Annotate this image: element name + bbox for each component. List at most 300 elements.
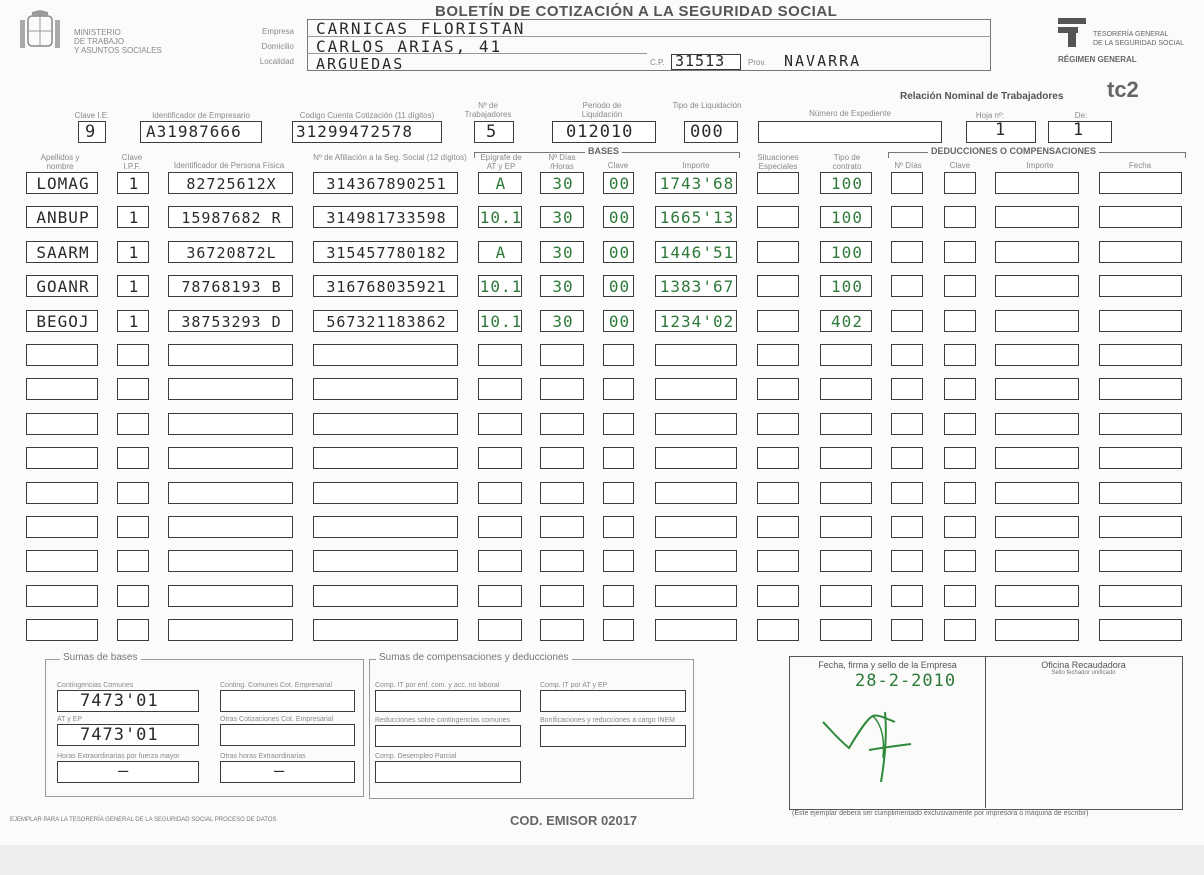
- cell-importe: [655, 241, 737, 263]
- cell-d-clave: [944, 241, 976, 263]
- cp-value: 31513: [675, 52, 726, 70]
- cell-afiliacion: [313, 447, 458, 469]
- cell-id: [168, 516, 293, 538]
- atep-label: AT y EP: [57, 716, 83, 723]
- form-code: tc2: [1107, 77, 1139, 102]
- cell-contrato-value: 402: [831, 312, 863, 331]
- cell-d-importe: [995, 413, 1079, 435]
- cell-epigrafe-value: 10.1: [479, 277, 523, 296]
- cell-importe: [655, 344, 737, 366]
- cell-ipf-value: 1: [128, 312, 140, 331]
- cell-id-value: 15987682 R: [181, 209, 282, 227]
- cell-id: [168, 550, 293, 572]
- cell-dias: [540, 619, 584, 641]
- cell-epigrafe-value: 10.1: [479, 208, 523, 227]
- cell-clave-value: 00: [608, 312, 631, 331]
- cell-contrato: [820, 550, 872, 572]
- it-cc-label: Comp. IT por enf. com. y acc. no laboral: [375, 682, 500, 689]
- id-empresario-value: A31987666: [146, 122, 242, 141]
- col-d-dias: Nº Días: [894, 161, 922, 170]
- cell-importe: [655, 172, 737, 194]
- desempleo-label: Comp. Desempleo Parcial: [375, 753, 457, 760]
- cell-nombre-value: LOMAG: [36, 174, 90, 193]
- cell-dias: [540, 206, 584, 228]
- cell-d-dias: [891, 206, 923, 228]
- cell-dias-value: 30: [552, 277, 574, 296]
- cell-importe: [655, 516, 737, 538]
- cell-d-clave: [944, 516, 976, 538]
- cell-dias: [540, 447, 584, 469]
- cell-ipf-value: 1: [128, 174, 140, 193]
- cell-afiliacion-value: 314981733598: [326, 209, 447, 227]
- expediente-field: [758, 121, 942, 143]
- cell-nombre: [26, 550, 98, 572]
- cell-importe: [655, 482, 737, 504]
- cell-clave: [603, 585, 634, 607]
- cell-d-clave: [944, 413, 976, 435]
- firma-label: Fecha, firma y sello de la Empresa: [818, 660, 957, 670]
- cell-d-importe: [995, 482, 1079, 504]
- cell-ipf: [117, 344, 149, 366]
- cell-clave: [603, 241, 634, 263]
- col-clave: Clave: [607, 161, 629, 170]
- cell-dias: [540, 585, 584, 607]
- cell-d-fecha: [1099, 206, 1182, 228]
- cell-contrato-value: 100: [831, 243, 863, 262]
- cell-ipf: [117, 172, 149, 194]
- cell-clave: [603, 206, 634, 228]
- cell-afiliacion: [313, 241, 458, 263]
- cell-d-fecha: [1099, 275, 1182, 297]
- cell-afiliacion: [313, 310, 458, 332]
- cell-situaciones: [757, 585, 799, 607]
- cell-d-importe: [995, 310, 1079, 332]
- cell-d-importe: [995, 585, 1079, 607]
- cell-dias: [540, 344, 584, 366]
- domicilio-value: CARLOS ARIAS, 41: [316, 37, 503, 56]
- cell-id: [168, 413, 293, 435]
- cell-id: [168, 241, 293, 263]
- cell-d-fecha: [1099, 585, 1182, 607]
- cell-afiliacion: [313, 585, 458, 607]
- oficina-label: Oficina Recaudadora: [1041, 660, 1126, 670]
- cell-contrato: [820, 585, 872, 607]
- cell-nombre: [26, 344, 98, 366]
- cell-d-importe: [995, 172, 1079, 194]
- cell-epigrafe: [478, 413, 522, 435]
- ccce-label: Conting. Comunes Cot. Empresarial: [220, 682, 333, 689]
- cell-dias: [540, 516, 584, 538]
- cell-contrato: [820, 241, 872, 263]
- cell-d-clave: [944, 482, 976, 504]
- cell-d-clave: [944, 310, 976, 332]
- id-empresario-label: Identificador de Empresario: [152, 111, 250, 120]
- cell-d-clave: [944, 585, 976, 607]
- bon-label: Bonificaciones y reducciones a cargo INEM: [540, 717, 676, 724]
- cell-situaciones: [757, 516, 799, 538]
- deducciones-header: DEDUCCIONES O COMPENSACIONES: [928, 146, 1099, 156]
- cell-d-importe: [995, 447, 1079, 469]
- col-epigrafe: Epígrafe de AT y EP: [480, 153, 522, 171]
- cp-label: C.P.: [650, 58, 665, 67]
- cell-nombre: [26, 172, 98, 194]
- tgss-logo-icon: [1058, 18, 1088, 48]
- cell-situaciones: [757, 378, 799, 400]
- ministry-name: [74, 28, 162, 55]
- scan-shadow: [0, 845, 1204, 875]
- cell-ipf: [117, 516, 149, 538]
- cell-epigrafe-value: A: [495, 174, 507, 193]
- cell-ipf: [117, 206, 149, 228]
- cell-clave: [603, 619, 634, 641]
- col-id-persona: Identificador de Persona Física: [173, 161, 285, 170]
- cell-d-dias: [891, 413, 923, 435]
- hoja-value: 1: [995, 120, 1007, 140]
- cell-ipf: [117, 378, 149, 400]
- cell-d-importe: [995, 378, 1079, 400]
- cell-contrato: [820, 172, 872, 194]
- col-tipo-contrato: Tipo de contrato: [832, 153, 862, 171]
- cell-nombre: [26, 413, 98, 435]
- cell-d-fecha: [1099, 310, 1182, 332]
- cell-situaciones: [757, 619, 799, 641]
- clave-ie-value: 9: [85, 122, 97, 142]
- cell-epigrafe-value: 10.1: [479, 312, 523, 331]
- cell-ipf: [117, 413, 149, 435]
- cell-contrato: [820, 378, 872, 400]
- cell-importe-value: 1234'02: [659, 312, 735, 331]
- periodo-value: 012010: [566, 122, 634, 142]
- coat-of-arms-icon: [18, 10, 62, 56]
- cell-d-clave: [944, 378, 976, 400]
- cell-importe: [655, 585, 737, 607]
- ministry-line-2: DE TRABAJO: [74, 37, 125, 46]
- cell-dias: [540, 310, 584, 332]
- cell-contrato-value: 100: [831, 208, 863, 227]
- cell-d-dias: [891, 482, 923, 504]
- cell-ipf: [117, 447, 149, 469]
- cell-clave-value: 00: [608, 243, 631, 262]
- cell-id: [168, 585, 293, 607]
- prov-value: NAVARRA: [784, 52, 862, 70]
- cell-importe: [655, 378, 737, 400]
- cell-afiliacion: [313, 378, 458, 400]
- prov-label: Prov.: [748, 58, 767, 67]
- empresa-value: CARNICAS FLORISTAN: [316, 19, 526, 38]
- de-label: De:: [1074, 111, 1088, 120]
- cell-d-fecha: [1099, 447, 1182, 469]
- cell-clave: [603, 310, 634, 332]
- cell-importe-value: 1665'13: [659, 208, 735, 227]
- cell-d-clave: [944, 619, 976, 641]
- cell-nombre: [26, 482, 98, 504]
- cell-d-fecha: [1099, 344, 1182, 366]
- cell-situaciones: [757, 482, 799, 504]
- col-d-fecha: Fecha: [1128, 161, 1152, 170]
- cell-nombre-value: GOANR: [36, 277, 90, 296]
- clave-ie-label: Clave I.E.: [74, 111, 110, 120]
- cell-d-dias: [891, 344, 923, 366]
- cell-afiliacion-value: 314367890251: [326, 175, 447, 193]
- cell-nombre: [26, 585, 98, 607]
- cell-clave: [603, 550, 634, 572]
- form-title: BOLETÍN DE COTIZACIÓN A LA SEGURIDAD SOCIAL: [435, 3, 838, 20]
- cell-id-value: 38753293 D: [181, 313, 282, 331]
- cell-d-dias: [891, 619, 923, 641]
- cell-nombre: [26, 310, 98, 332]
- cell-situaciones: [757, 344, 799, 366]
- cell-d-dias: [891, 585, 923, 607]
- cell-situaciones: [757, 310, 799, 332]
- cell-d-clave: [944, 172, 976, 194]
- cell-d-fecha: [1099, 378, 1182, 400]
- cell-dias-value: 30: [552, 312, 574, 331]
- cell-id-value: 78768193 B: [181, 278, 282, 296]
- cell-epigrafe-value: A: [495, 243, 507, 262]
- col-d-clave: Clave: [949, 161, 971, 170]
- cell-nombre: [26, 516, 98, 538]
- cell-dias-value: 30: [552, 174, 574, 193]
- cell-afiliacion: [313, 275, 458, 297]
- cell-d-fecha: [1099, 516, 1182, 538]
- cell-contrato: [820, 619, 872, 641]
- ccc-label: Codigo Cuenta Cotización (11 dígitos): [299, 111, 435, 120]
- cell-epigrafe: [478, 447, 522, 469]
- cell-nombre-value: SAARM: [36, 243, 90, 262]
- cell-ipf: [117, 550, 149, 572]
- cell-clave: [603, 378, 634, 400]
- col-dias: Nº Días /Horas: [548, 153, 576, 171]
- cell-id: [168, 344, 293, 366]
- cell-clave-value: 00: [608, 277, 631, 296]
- localidad-label: Localidad: [259, 57, 294, 66]
- cell-d-fecha: [1099, 241, 1182, 263]
- cell-epigrafe: [478, 344, 522, 366]
- cell-importe: [655, 310, 737, 332]
- n-trab-value: 5: [486, 122, 498, 142]
- he-value: –: [118, 761, 130, 781]
- cell-ipf: [117, 585, 149, 607]
- cell-nombre: [26, 378, 98, 400]
- cell-clave-value: 00: [608, 174, 631, 193]
- cell-ipf: [117, 275, 149, 297]
- cell-dias: [540, 275, 584, 297]
- cell-afiliacion: [313, 482, 458, 504]
- localidad-value: ARGUEDAS: [316, 55, 405, 73]
- col-situaciones: Situaciones Especiales: [757, 153, 799, 171]
- cell-id-value: 82725612X: [186, 175, 277, 193]
- cell-contrato-value: 100: [831, 277, 863, 296]
- cell-importe: [655, 413, 737, 435]
- tgss-line-2: DE LA SEGURIDAD SOCIAL: [1093, 40, 1185, 47]
- ohe-label: Otras horas Extraordinarias: [220, 753, 306, 760]
- cell-id: [168, 206, 293, 228]
- expediente-label: Número de Expediente: [809, 109, 891, 118]
- cell-nombre: [26, 241, 98, 263]
- cell-nombre-value: ANBUP: [36, 208, 90, 227]
- cell-epigrafe: [478, 619, 522, 641]
- cell-d-clave: [944, 344, 976, 366]
- cell-dias: [540, 550, 584, 572]
- cell-contrato: [820, 413, 872, 435]
- cell-clave: [603, 275, 634, 297]
- col-clave-ipf: Clave I.P.F.: [121, 153, 143, 171]
- cell-epigrafe: [478, 172, 522, 194]
- cell-epigrafe: [478, 275, 522, 297]
- cell-id: [168, 172, 293, 194]
- cell-importe-value: 1743'68: [659, 174, 735, 193]
- cell-epigrafe: [478, 585, 522, 607]
- cell-importe: [655, 550, 737, 572]
- cell-situaciones: [757, 413, 799, 435]
- cell-afiliacion: [313, 172, 458, 194]
- cell-d-importe: [995, 241, 1079, 263]
- cell-dias: [540, 172, 584, 194]
- cell-importe-value: 1446'51: [659, 243, 735, 262]
- cell-d-clave: [944, 206, 976, 228]
- cell-situaciones: [757, 275, 799, 297]
- cell-d-importe: [995, 206, 1079, 228]
- cell-d-dias: [891, 447, 923, 469]
- cell-d-clave: [944, 275, 976, 297]
- cell-id: [168, 378, 293, 400]
- cell-epigrafe: [478, 378, 522, 400]
- cell-ipf: [117, 482, 149, 504]
- cell-dias-value: 30: [552, 208, 574, 227]
- cell-d-fecha: [1099, 550, 1182, 572]
- cell-situaciones: [757, 241, 799, 263]
- cell-importe: [655, 206, 737, 228]
- he-label: Horas Extraordinarias por fuerza mayor: [57, 753, 180, 760]
- cell-ipf: [117, 310, 149, 332]
- cell-afiliacion: [313, 413, 458, 435]
- cell-contrato-value: 100: [831, 174, 863, 193]
- cell-situaciones: [757, 550, 799, 572]
- cell-d-importe: [995, 275, 1079, 297]
- cell-afiliacion: [313, 550, 458, 572]
- cell-id: [168, 482, 293, 504]
- cell-clave: [603, 413, 634, 435]
- cell-d-clave: [944, 447, 976, 469]
- cell-d-dias: [891, 378, 923, 400]
- red-label: Reducciones sobre contingencias comunes: [375, 717, 511, 724]
- cell-d-fecha: [1099, 172, 1182, 194]
- cell-d-dias: [891, 241, 923, 263]
- cell-epigrafe: [478, 550, 522, 572]
- cell-ipf: [117, 241, 149, 263]
- cell-situaciones: [757, 206, 799, 228]
- cell-clave-value: 00: [608, 208, 631, 227]
- col-afiliacion: Nº de Afiliación a la Seg. Social (12 dígitos): [313, 153, 467, 162]
- cell-clave: [603, 447, 634, 469]
- cc-value: 7473'01: [80, 691, 159, 711]
- cell-d-importe: [995, 344, 1079, 366]
- sumas-comp-title: Sumas de compensaciones y deducciones: [376, 652, 572, 663]
- cell-contrato: [820, 447, 872, 469]
- col-importe: Importe: [682, 161, 710, 170]
- cell-d-fecha: [1099, 619, 1182, 641]
- cell-afiliacion-value: 316768035921: [326, 278, 447, 296]
- cell-nombre: [26, 275, 98, 297]
- cell-importe: [655, 619, 737, 641]
- cell-situaciones: [757, 172, 799, 194]
- sumas-bases-title: Sumas de bases: [60, 652, 141, 663]
- hoja-label: Hoja nº:: [975, 111, 1005, 120]
- cod-emisor: COD. EMISOR 02017: [510, 813, 638, 828]
- cell-contrato: [820, 310, 872, 332]
- cell-id: [168, 447, 293, 469]
- regime-label: RÉGIMEN GENERAL: [1058, 55, 1137, 64]
- cell-nombre-value: BEGOJ: [36, 312, 90, 331]
- ohe-value: –: [274, 761, 286, 781]
- firma-fecha: 28-2-2010: [855, 671, 957, 691]
- cell-d-clave: [944, 550, 976, 572]
- atep-value: 7473'01: [80, 725, 159, 745]
- domicilio-label: Domicilio: [261, 42, 294, 51]
- cell-epigrafe: [478, 206, 522, 228]
- cell-clave: [603, 344, 634, 366]
- cell-contrato: [820, 482, 872, 504]
- cell-clave: [603, 172, 634, 194]
- cell-contrato: [820, 206, 872, 228]
- footer-right: (Este ejemplar deberá ser cumplimentado exclusivamente por impresora o máquina de escribir): [792, 810, 1089, 817]
- cell-d-importe: [995, 516, 1079, 538]
- cell-d-dias: [891, 172, 923, 194]
- cell-contrato: [820, 344, 872, 366]
- cell-d-importe: [995, 550, 1079, 572]
- empresa-label: Empresa: [261, 27, 294, 36]
- cell-ipf-value: 1: [128, 208, 140, 227]
- cell-afiliacion: [313, 206, 458, 228]
- cc-label: Contingencias Comunes: [57, 682, 134, 689]
- oficina-sub: Sello fechador unificado: [1051, 670, 1116, 676]
- cell-id: [168, 310, 293, 332]
- cell-d-dias: [891, 275, 923, 297]
- cell-dias: [540, 482, 584, 504]
- ccc-value: 31299472578: [296, 122, 413, 141]
- periodo-label: Periodo de Liquidación: [581, 101, 623, 119]
- cell-d-importe: [995, 619, 1079, 641]
- footer-left: EJEMPLAR PARA LA TESORERÍA GENERAL DE LA SEGURIDAD SOCIAL PROCESO DE DATOS: [10, 817, 277, 823]
- oce-label: Otras Cotizaciones Cot. Empresarial: [220, 716, 334, 723]
- cell-importe-value: 1383'67: [659, 277, 735, 296]
- cell-ipf-value: 1: [128, 277, 140, 296]
- cell-nombre: [26, 447, 98, 469]
- cell-importe: [655, 275, 737, 297]
- cell-afiliacion: [313, 619, 458, 641]
- cell-clave: [603, 516, 634, 538]
- cell-id: [168, 619, 293, 641]
- de-value: 1: [1073, 120, 1085, 140]
- cell-dias: [540, 378, 584, 400]
- cell-importe: [655, 447, 737, 469]
- cell-nombre: [26, 619, 98, 641]
- cell-d-dias: [891, 310, 923, 332]
- cell-afiliacion-value: 567321183862: [326, 313, 447, 331]
- signature-icon: [815, 698, 925, 788]
- col-apellidos: Apellidos y nombre: [40, 153, 80, 171]
- n-trab-label: Nº de Trabajadores: [464, 101, 512, 119]
- cell-afiliacion: [313, 516, 458, 538]
- cell-dias: [540, 241, 584, 263]
- cell-ipf: [117, 619, 149, 641]
- cell-d-dias: [891, 550, 923, 572]
- tipo-value: 000: [690, 122, 724, 142]
- cell-ipf-value: 1: [128, 243, 140, 262]
- cell-contrato: [820, 516, 872, 538]
- cell-afiliacion: [313, 344, 458, 366]
- cell-id: [168, 275, 293, 297]
